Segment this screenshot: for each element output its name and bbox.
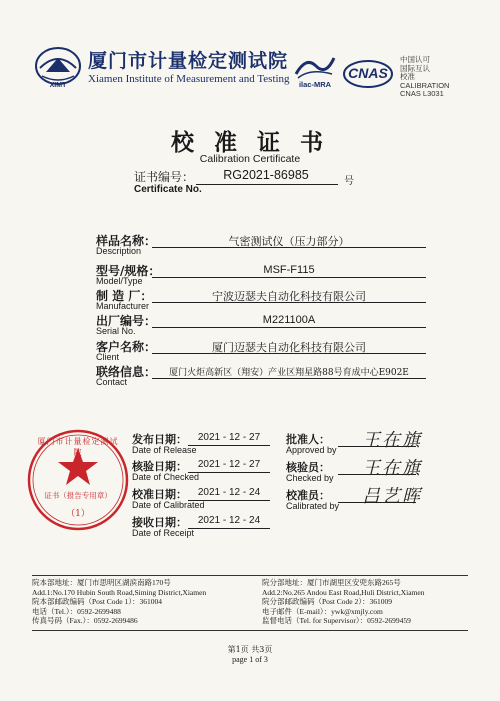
approval-underline [338,474,416,475]
cnas-cn-1: 中国认可 [400,55,430,64]
logo-text: XIMT [49,82,67,89]
cnas-cn-2: 国际互认 [400,63,430,73]
date-value: 2021 - 12 - 24 [197,487,261,498]
field-label-cn: 客户名称： [96,340,157,354]
approval-signature: 吕艺晖 [362,486,422,507]
footer-divider-bottom [32,630,468,631]
footer-right-line: 监督电话（Tel. for Supervisor）：0592-2699459 [262,616,411,626]
footer-left-block [32,578,250,626]
footer-right-line: 院分部地址：厦门市湖里区安兜东路265号 [262,578,401,587]
institute-logo [32,44,84,92]
field-underline [152,247,426,248]
cnas-en-2: CNAS L3031 [400,89,444,98]
approval-label-en: Calibrated by [286,501,340,511]
date-label-cn: 接收日期： [132,516,187,529]
field-underline [152,353,426,354]
footer-left-line: 院本部地址：厦门市思明区湖滨南路170号 [32,578,171,587]
certificate-label-cn: 证书编号： [134,170,195,184]
field-label-en: Client [96,352,120,362]
field-label-cn: 制 造 厂： [96,289,153,303]
certificate-suffix: 号 [344,176,354,187]
cnas-text: CNAS [348,65,388,81]
date-label-cn: 核验日期： [132,460,187,473]
cnas-cn-3: 校准 [400,72,415,81]
date-label-cn: 校准日期： [132,488,187,501]
page-number-cn: 第1页 共3页 [227,645,273,654]
footer-left-line: Add.1:No.170 Hubin South Road,Siming District,Xiamen [32,587,207,597]
date-row-calibrated [132,486,272,512]
approval-row-calibrated [286,486,446,514]
date-row-receipt [132,514,272,540]
approval-label-cn: 核验员： [286,461,330,474]
approval-signature: 王在旗 [362,458,422,479]
title-en: Calibration Certificate [199,153,301,165]
date-underline [188,472,270,473]
seal-center-text: 证书（报告专用章） [44,491,112,500]
field-row-serial [96,312,426,338]
footer-left-line: 传真号码（Fax.）：0592-2699486 [32,616,138,626]
field-underline [152,378,426,379]
field-label-en: Serial No. [96,326,136,336]
approval-label-en: Approved by [286,445,337,455]
footer-left-line: 电话（Tel.）：0592-2699488 [32,606,121,616]
field-label-en: Description [96,246,142,256]
certificate-number: RG2021-86985 [223,168,309,182]
footer-right-block [262,578,472,626]
field-value: MSF-F115 [263,264,315,276]
approval-label-cn: 批准人： [286,433,330,446]
institute-name-cn: 厦门市计量检定测试院 [88,50,289,72]
approval-underline [338,502,416,503]
date-label-en: Date of Release [132,445,197,455]
date-underline [188,528,270,529]
field-value: 气密测试仪（压力部分） [228,235,350,248]
footer-left-line: 院本部邮政编码（Post Code 1）：361004 [32,597,163,607]
footer-right-line: Add.2:No.265 Andou East Road,Huli District,Xiamen [262,587,425,597]
field-row-manufacturer [96,287,426,313]
date-underline [188,500,270,501]
certificate-label-en: Certificate No. [134,184,202,195]
cnas-info [400,56,480,99]
cnas-en-1: CALIBRATION [400,80,450,90]
ilac-text: ilac-MRA [298,80,332,89]
date-label-en: Date of Receipt [132,528,195,538]
field-label-en: Manufacturer [96,301,150,311]
seal-ring-text: 厦门市计量检定测试院 [37,437,119,457]
field-row-model [96,262,426,288]
footer-right-line: 院分部邮政编码（Post Code 2）：361009 [262,597,393,607]
field-value: 宁波迈瑟夫自动化科技有限公司 [212,290,366,303]
approval-label-cn: 校准员： [286,489,330,502]
footer-divider-top [32,575,468,576]
certificate-underline [196,184,338,185]
field-underline [152,302,426,303]
field-label-cn: 联络信息： [96,365,157,379]
field-underline [152,327,426,328]
page-number-en: page 1 of 3 [232,655,268,664]
field-value: 厦门迈瑟夫自动化科技有限公司 [212,341,366,354]
date-row-checked [132,458,272,484]
field-value: M221100A [262,314,316,326]
date-value: 2021 - 12 - 27 [197,459,261,470]
ilac-mra-logo [292,52,338,92]
field-row-client [96,338,426,364]
field-label-cn: 出厂编号： [96,314,157,328]
approval-underline [338,446,416,447]
approval-signature: 王在旗 [362,430,422,451]
date-value: 2021 - 12 - 24 [197,515,261,526]
title-cn: 校 准 证 书 [170,129,330,156]
seal-inner-text: （1） [66,509,90,519]
field-label-en: Contact [96,377,128,387]
approval-label-en: Checked by [286,473,334,483]
field-label-en: Model/Type [96,276,143,286]
field-label-cn: 型号/规格： [96,264,161,278]
field-label-cn: 样品名称： [96,234,157,248]
date-underline [188,445,270,446]
field-value: 厦门火炬高新区（翔安）产业区翔星路88号育成中心E902E [169,368,409,378]
date-row-release [132,431,272,457]
date-value: 2021 - 12 - 27 [197,432,261,443]
date-label-cn: 发布日期： [132,433,187,446]
cnas-logo [342,58,394,90]
date-label-en: Date of Checked [132,472,200,482]
field-row-description [96,232,426,258]
field-row-contact [96,363,426,389]
footer-right-line: 电子邮件（E-mail）：ywk@xmjly.com [262,606,383,616]
date-label-en: Date of Calibrated [132,500,205,510]
official-seal [26,428,130,532]
institute-name-en: Xiamen Institute of Measurement and Testing [88,73,290,85]
field-underline [152,277,426,278]
